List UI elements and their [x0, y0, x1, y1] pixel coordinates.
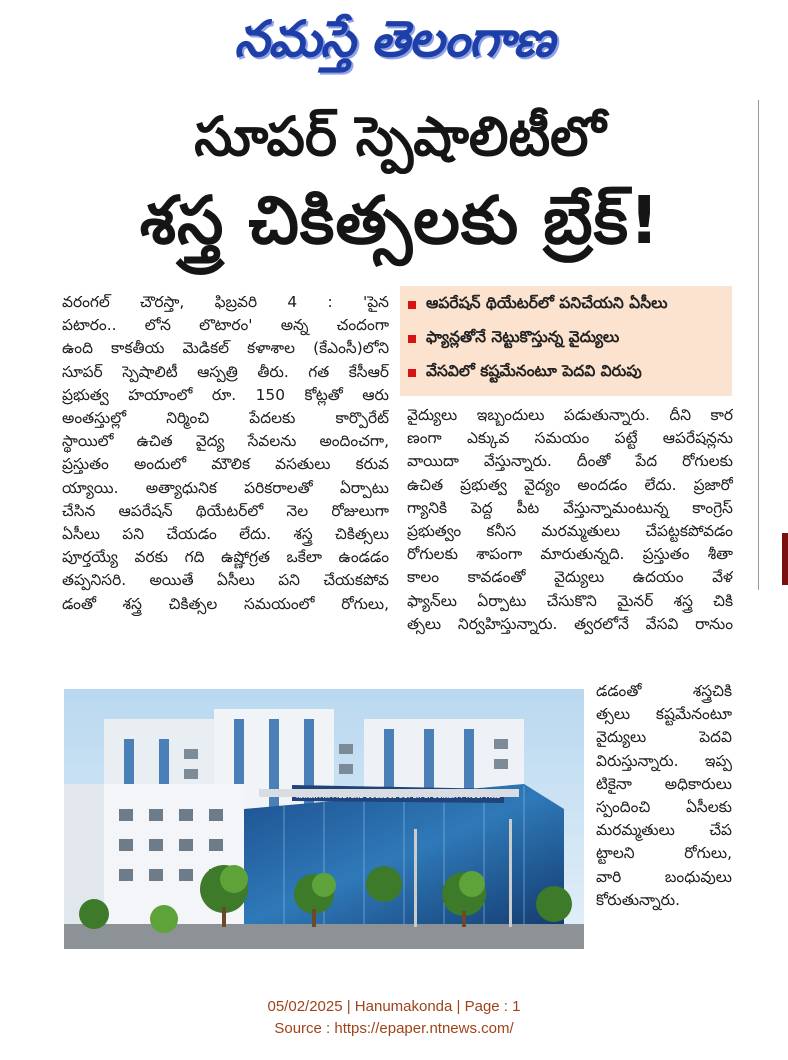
- text-line: య్యాయి. అత్యాధునిక పరికరాలతో ఏర్పాటు: [62, 478, 389, 497]
- article-narrow-column: [596, 680, 732, 912]
- text-line: వైద్యులు ఇబ్బందులు పడుతున్నారు. దీని కార: [407, 406, 733, 424]
- text-line: వైద్యులు పెదవి: [596, 728, 732, 747]
- bullet-icon: [408, 335, 416, 343]
- highlight-text: ఆపరేషన్ థియేటర్‌లో పనిచేయని ఏసీలు: [426, 294, 668, 312]
- text-line: వరంగల్ చౌరస్తా, ఫిబ్రవరి 4 : 'పైన: [62, 293, 389, 311]
- article-left-column: [62, 291, 389, 616]
- bullet-icon: [408, 301, 416, 309]
- text-line: తప్పనిసరి. అయితే ఏసీలు పని చేయకపోవ: [62, 571, 389, 590]
- masthead-title: నమస్తే తెలంగాణ: [234, 9, 554, 68]
- highlight-item: [408, 294, 728, 316]
- text-line: ప్రస్తుతం అందులో మౌలిక వసతులు కరువ: [62, 455, 389, 474]
- article-right-column: [407, 404, 733, 636]
- bullet-icon: [408, 369, 416, 377]
- text-line: పటారం.. లోన లొటారం' అన్న చందంగా: [62, 316, 389, 335]
- text-line: డంతో శస్త్ర చికిత్సల సమయంలో రోగులు,: [62, 594, 389, 613]
- highlight-item: [408, 328, 728, 350]
- text-line: ణంగా ఎక్కువ సమయం పట్టే ఆపరేషన్లను: [407, 429, 733, 448]
- footer-date-edition: 05/02/2025 | Hanumakonda | Page : 1: [267, 998, 521, 1015]
- highlight-item: [408, 362, 728, 384]
- text-line: ఏసీలు పని చేయడం లేదు. శస్త్ర చికిత్సలు: [62, 525, 389, 544]
- text-line: వాయిదా వేస్తున్నారు. దీంతో పేద రోగులకు: [407, 452, 733, 471]
- text-line: సూపర్ స్పెషాలిటీ ఆస్పత్రి తీరు. గత కేసీఆర్: [62, 362, 389, 381]
- text-line: పూర్తయ్యే వరకు గది ఉష్ణోగ్రత ఒకేలా ఉండడం: [62, 548, 389, 567]
- hospital-photo: [64, 689, 584, 949]
- text-line: టికైనా అధికారులు: [596, 774, 732, 793]
- column-divider: [758, 100, 759, 590]
- text-line: గ్యానికి పెద్ద పీట వేస్తున్నామంటున్న కాంగ్రెస్: [407, 498, 733, 517]
- text-line: డడంతో శస్త్రచికి: [596, 682, 732, 700]
- text-line: అంతస్తుల్లో నిర్మించి పేదలకు కార్పొరేట్: [62, 409, 389, 428]
- text-line: కోరుతున్నారు.: [596, 890, 680, 909]
- headline-line1: సూపర్ స్పెషాలిటీలో: [194, 105, 606, 168]
- page-footer: [0, 996, 788, 1040]
- text-line: ప్రభుత్వ హయాంలో రూ. 150 కోట్లతో ఆరు: [62, 385, 389, 404]
- text-line: కాలం కావడంతో వైద్యులు ఉదయం వేళ: [407, 568, 733, 587]
- text-line: ట్టాలని రోగులు,: [596, 844, 732, 863]
- highlight-text: వేసవిలో కష్టమేనంటూ పెదవి విరుపు: [426, 362, 642, 380]
- headline-line2: శస్త్ర చికిత్సలకు బ్రేక్!: [139, 182, 661, 259]
- text-line: స్థాయిలో ఉచిత వైద్య సేవలను అందించగా,: [62, 432, 389, 451]
- page-edge-tab: [782, 533, 788, 585]
- text-line: ఉంది కాకతీయ మెడికల్ కళాశాల (కేఎంసీ)లోని: [62, 339, 389, 358]
- text-line: చేసిన ఆపరేషన్ థియేటర్‌లో నెల రోజులుగా: [62, 501, 389, 520]
- text-line: మరమ్మతులు చేప: [596, 821, 732, 840]
- text-line: విరుస్తున్నారు. ఇప్ప: [596, 751, 732, 770]
- text-line: ఫ్యాన్‌లు ఏర్పాటు చేసుకొని మైనర్ శస్త్ర చికి: [407, 591, 733, 610]
- highlights-box: [400, 286, 732, 396]
- highlight-text: ఫ్యాన్లతోనే నెట్టుకొస్తున్న వైద్యులు: [426, 328, 620, 346]
- masthead: [0, 0, 788, 90]
- text-line: త్సలు కష్టమేనంటూ: [596, 705, 732, 724]
- text-line: ప్రభుత్వం కనీస మరమ్మతులు చేపట్టకపోవడం: [407, 522, 733, 541]
- text-line: ఉచిత ప్రభుత్వ వైద్యం అందడం లేదు. ప్రజారో: [407, 475, 733, 494]
- text-line: స్పందించి ఏసీలకు: [596, 798, 732, 817]
- text-line: త్సలు నిర్వహిస్తున్నారు. త్వరలోనే వేసవి రానుం: [407, 614, 733, 633]
- text-line: రోగులకు శాపంగా మారుతున్నది. ప్రస్తుతం శీతా: [407, 545, 733, 564]
- footer-source: Source : https://epaper.ntnews.com/: [274, 1020, 514, 1037]
- text-line: వారి బంధువులు: [596, 867, 732, 886]
